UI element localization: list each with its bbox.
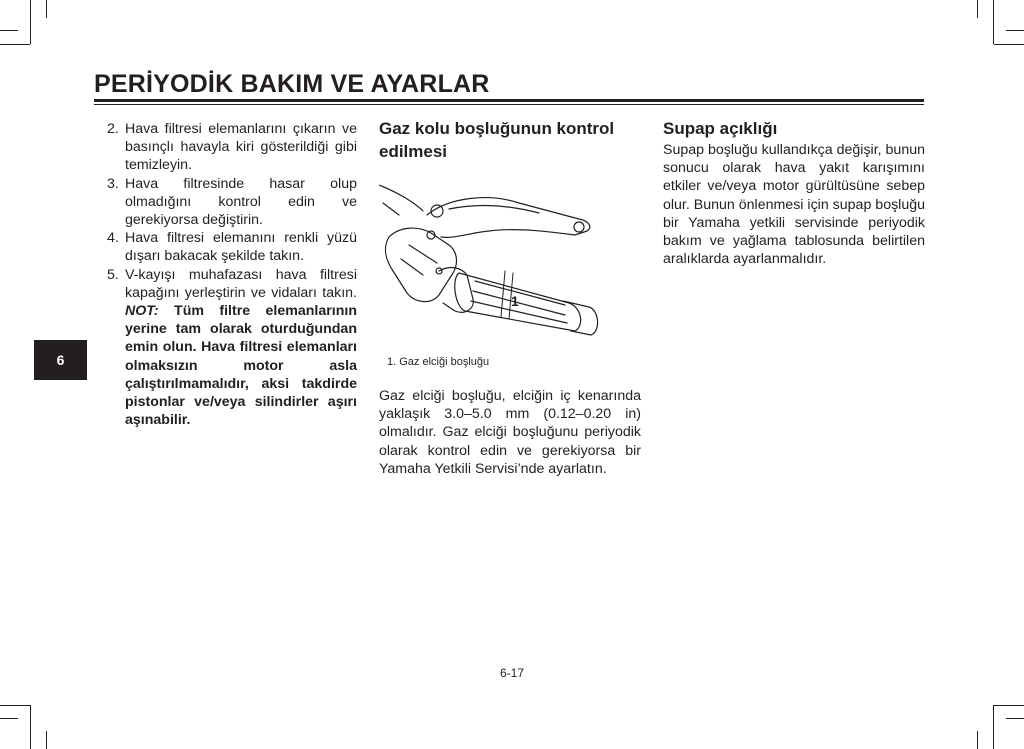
crop-mark <box>0 30 18 31</box>
throttle-grip-illustration <box>379 175 641 345</box>
step-text <box>125 266 357 430</box>
crop-mark <box>0 705 30 706</box>
middle-column <box>379 117 641 478</box>
crop-mark <box>0 718 18 719</box>
crop-mark <box>46 0 47 18</box>
crop-mark <box>30 0 31 44</box>
list-item <box>107 175 357 230</box>
list-item <box>107 266 357 430</box>
note-text: Tüm filtre elemanlarının yerine tam olarak oturduğundan emin olun. Hava filtresi elemanları olmaksızın motor asla çalıştırılmamalıdır, aksi takdirde pistonlar ve/veya silindirler aşırı aşınabilir. <box>125 303 357 429</box>
section-heading: Gaz kolu boşluğunun kontrol edilmesi <box>379 119 615 161</box>
crop-mark <box>993 705 994 749</box>
header-rule <box>94 104 924 105</box>
chapter-tab: 6 <box>34 340 87 380</box>
handlebar-drawing <box>379 175 641 345</box>
body-paragraph: Gaz elciği boşluğu, elciğin iç kenarında yaklaşık 3.0–5.0 mm (0.12–0.20 in) olmalıdır. Gaz elciği boşluğunu periyodik olarak kontrol edin ve gerekiyorsa bir Yamaha Yetkili Servisi’nde ayarlatın. <box>379 388 641 477</box>
crop-mark <box>993 0 994 44</box>
header-rule <box>94 99 924 102</box>
step-number: 2. <box>107 121 119 137</box>
crop-mark <box>1006 718 1024 719</box>
figure-caption: 1. Gaz elciği boşluğu <box>387 356 490 368</box>
left-column <box>107 120 357 429</box>
step-number: 4. <box>107 230 119 247</box>
crop-mark <box>46 731 47 749</box>
step-number: 3. <box>107 175 119 192</box>
crop-mark <box>0 44 30 45</box>
crop-mark <box>977 731 978 749</box>
list-item <box>107 120 357 175</box>
crop-mark <box>994 705 1024 706</box>
step-number: 5. <box>107 266 119 283</box>
step-text-plain: V-kayışı muhafazası hava filtresi kapağını yerleştirin ve vidaları takın. <box>125 266 357 301</box>
note-label: NOT: <box>125 303 159 320</box>
figure-callout: 1 <box>511 293 519 309</box>
crop-mark <box>977 0 978 18</box>
step-text: Hava filtresi elemanlarını çıkarın ve basınçlı havayla kiri gösterildiği gibi temizleyin. <box>125 121 357 174</box>
crop-mark <box>1006 30 1024 31</box>
step-text: Hava filtresi elemanını renkli yüzü dışarı bakacak şekilde takın. <box>125 230 357 265</box>
page-number: 6-17 <box>499 666 525 680</box>
list-item <box>107 229 357 265</box>
crop-mark <box>30 705 31 749</box>
section-heading: Supap açıklığı <box>663 119 778 138</box>
body-paragraph: Supap boşluğu kullandıkça değişir, bunun sonucu olarak hava yakıt karışımını etkiler ve/veya motor gürültüsüne sebep olur. Bunun önlenmesi için supap boşluğu bir Yamaha yetkili servisinde periyodik bakım ve yağlama tablosunda belirtilen aralıklarda ayarlanmalıdır. <box>663 142 925 268</box>
step-text: Hava filtresinde hasar olup olmadığını kontrol edin ve gerekiyorsa değiştirin. <box>125 175 357 229</box>
crop-mark <box>994 44 1024 45</box>
page-title: PERİYODİK BAKIM VE AYARLAR <box>94 70 490 98</box>
right-column <box>663 117 925 268</box>
